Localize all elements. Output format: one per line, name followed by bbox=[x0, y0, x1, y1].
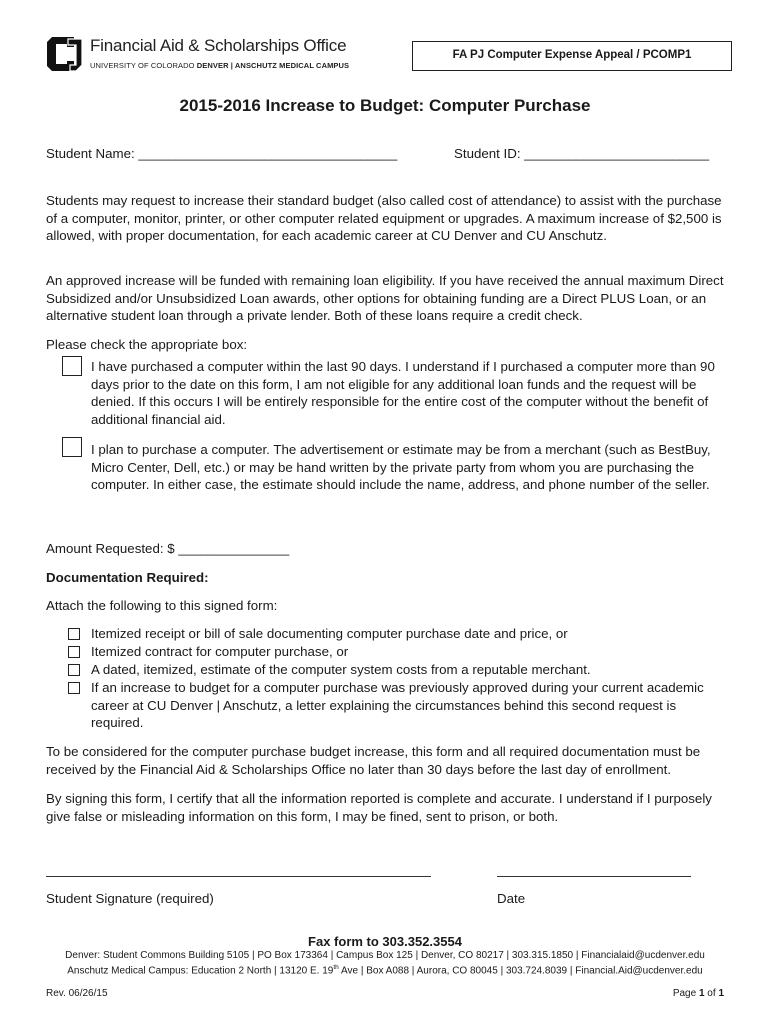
office-name: Financial Aid & Scholarships Office bbox=[90, 36, 347, 55]
amount-requested-field[interactable]: Amount Requested: $ _______________ bbox=[46, 541, 290, 556]
student-name-field[interactable]: Student Name: ___________________________________ bbox=[46, 146, 398, 161]
fax-number: Fax form to 303.352.3554 bbox=[308, 934, 462, 949]
page-number: Page 1 of 1 bbox=[672, 988, 724, 999]
date-label: Date bbox=[497, 891, 526, 906]
doc-item-letter: If an increase to budget for a computer purchase was previously approved during your current academic career at CU Denver | Anschutz, a letter explaining the circumstances behind this second request is required. bbox=[91, 680, 704, 730]
option-plan-text: I plan to purchase a computer. The advertisement or estimate may be from a merchant (such as BestBuy, Micro Center, Dell, etc.) or may be hand written by the private party from whom you are purchasing the computer. In either case, the estimate should include the name, address, and phone number of the seller. bbox=[91, 442, 711, 492]
plan-to-purchase-checkbox[interactable] bbox=[62, 437, 82, 457]
form-code-box: FA PJ Computer Expense Appeal / PCOMP1 bbox=[412, 41, 732, 71]
doc-checkbox-letter[interactable] bbox=[68, 682, 80, 694]
purchased-checkbox[interactable] bbox=[62, 356, 82, 376]
certify-paragraph: By signing this form, I certify that all the information reported is complete and accurate. I understand if I purposely give false or misleading information on this form, I may be fined, sent to prison, or both. bbox=[46, 791, 712, 824]
student-signature-label: Student Signature (required) bbox=[46, 891, 214, 906]
doc-item-receipt: Itemized receipt or bill of sale documenting computer purchase date and price, or bbox=[91, 626, 568, 641]
student-id-field[interactable]: Student ID: _________________________ bbox=[454, 146, 710, 161]
doc-checkbox-contract[interactable] bbox=[68, 646, 80, 658]
denver-address: Denver: Student Commons Building 5105 | PO Box 173364 | Campus Box 125 | Denver, CO 80217 | 303.315.1850 | Financialaid@ucdenver.edu bbox=[65, 950, 705, 961]
university-name: UNIVERSITY OF COLORADO DENVER | ANSCHUTZ MEDICAL CAMPUS bbox=[90, 61, 350, 70]
revision-date: Rev. 06/26/15 bbox=[46, 988, 108, 999]
student-signature-line[interactable] bbox=[46, 876, 431, 877]
option-purchased-text: I have purchased a computer within the last 90 days. I understand if I purchased a computer more than 90 days prior to the date on this form, I am not eligible for any additional loan funds and the request will be denied. If this occurs I will be entirely responsible for the entire cost of the computer without the benefit of additional financial aid. bbox=[91, 359, 715, 427]
deadline-paragraph: To be considered for the computer purchase budget increase, this form and all required documentation must be received by the Financial Aid & Scholarships Office no later than 30 days before the last day of enrollment. bbox=[46, 744, 701, 777]
intro-paragraph: Students may request to increase their standard budget (also called cost of attendance) to assist with the purchase of a computer, monitor, printer, or other computer related equipment or upgrades. A maximum increase of $2,500 is allowed, with proper documentation, for each academic career at CU Denver and CU Anschutz. bbox=[46, 193, 722, 243]
attach-instruction: Attach the following to this signed form: bbox=[46, 598, 278, 613]
doc-item-contract: Itemized contract for computer purchase, or bbox=[91, 644, 349, 659]
check-prompt: Please check the appropriate box: bbox=[46, 337, 248, 352]
doc-checkbox-estimate[interactable] bbox=[68, 664, 80, 676]
anschutz-address: Anschutz Medical Campus: Education 2 North | 13120 E. 19th Ave | Box A088 | Aurora, CO 80045 | 303.724.8039 | Financial.Aid@ucdenver.edu bbox=[67, 964, 703, 977]
university-logo bbox=[44, 34, 350, 78]
doc-item-estimate: A dated, itemized, estimate of the computer system costs from a reputable merchant. bbox=[91, 662, 591, 677]
doc-checkbox-receipt[interactable] bbox=[68, 628, 80, 640]
page-title: 2015-2016 Increase to Budget: Computer Purchase bbox=[179, 96, 591, 115]
cu-logo-icon bbox=[44, 34, 84, 74]
funding-paragraph: An approved increase will be funded with remaining loan eligibility. If you have received the annual maximum Direct Subsidized and/or Unsubsidized Loan awards, other options for obtaining funding are a Direct PLUS Loan, or an alternative student loan through a private lender. Both of these loans require a credit check. bbox=[46, 273, 724, 323]
date-signature-line[interactable] bbox=[497, 876, 691, 877]
documentation-heading: Documentation Required: bbox=[46, 570, 209, 585]
